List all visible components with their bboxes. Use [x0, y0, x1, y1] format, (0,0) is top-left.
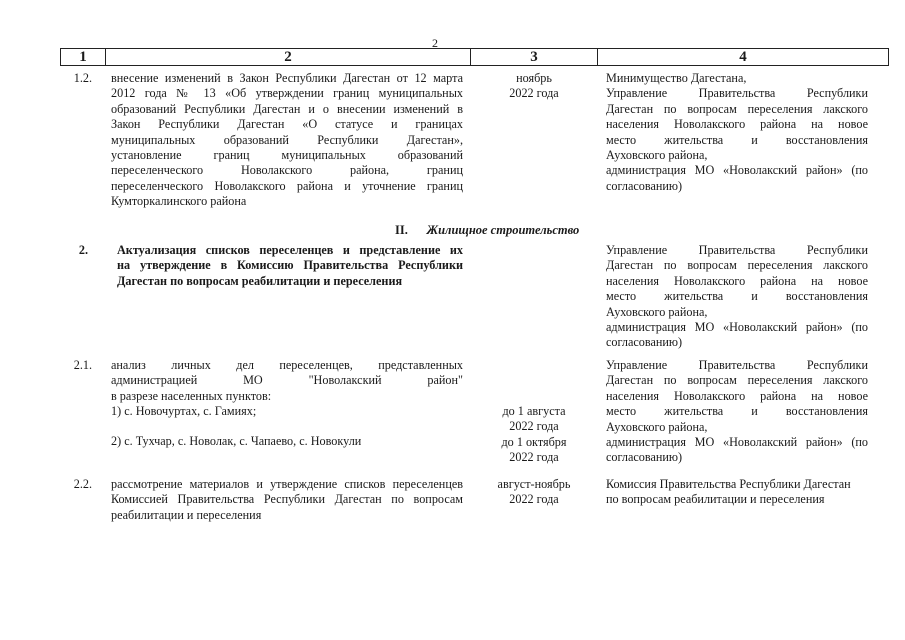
row-text: анализ личных дел переселенцев, представленных администрацией МО "Новолакский район" в разрезе населенных пунктов: 1) с. Новочуртах, с. Гамиях;	[111, 358, 463, 419]
header-col-2: 2	[105, 48, 471, 66]
row-responsible: Минимущество Дагестана, Управление Правительства Республики Дагестан по вопросам переселения лакского населения Новолакского района на новое место жительства и восстановления Ауховского района, администрация МО «Новолакский район» (по согласованию)	[606, 71, 868, 193]
section-heading: II. Жилищное строительство	[395, 223, 580, 237]
row-deadline: до 1 августа 2022 года до 1 октября 2022 года	[501, 404, 567, 465]
row-deadline: август-ноябрь 2022 года	[497, 477, 571, 507]
header-col-4: 4	[597, 48, 889, 66]
header-col-3: 3	[470, 48, 598, 66]
row-responsible: Управление Правительства Республики Дагестан по вопросам переселения лакского населения Новолакского района на новое место жительства и восстановления Ауховского района, администрация МО «Новолакский район» (по согласованию)	[606, 358, 868, 465]
row-text: Актуализация списков переселенцев и представление их на утверждение в Комиссию Правительства Республики Дагестан по вопросам реабилитации и переселения	[117, 243, 463, 288]
row-text: рассмотрение материалов и утверждение списков переселенцев Комиссией Правительства Республики Дагестан по вопросам реабилитации и переселения	[111, 477, 463, 522]
row-number: 2.	[78, 243, 88, 257]
row-responsible: Комиссия Правительства Республики Дагестан по вопросам реабилитации и переселения	[606, 477, 851, 507]
row-responsible: Управление Правительства Республики Дагестан по вопросам переселения лакского населения Новолакского района на новое место жительства и восстановления Ауховского района, администрация МО «Новолакский район» (по согласованию)	[606, 243, 868, 350]
row-subitem: 2) с. Тухчар, с. Новолак, с. Чапаево, с. Новокули	[111, 434, 362, 448]
row-number: 1.2.	[73, 71, 92, 85]
row-text: внесение изменений в Закон Республики Дагестан от 12 марта 2012 года № 13 «Об утверждении границ муниципальных образований Республики Дагестан и о внесении изменений в Закон Республики Дагестан «О статусе и границах муниципальных образований Республики Дагестан», установление границ муниципальных образований переселенческого Новолакского района, границ переселенческого Новолакского района и уточнение границ Кумторкалинского района	[111, 71, 463, 209]
row-deadline: ноябрь 2022 года	[509, 71, 559, 101]
header-col-1: 1	[60, 48, 106, 66]
page-number: 2	[432, 36, 438, 50]
row-number: 2.1.	[73, 358, 92, 372]
row-number: 2.2.	[73, 477, 92, 491]
